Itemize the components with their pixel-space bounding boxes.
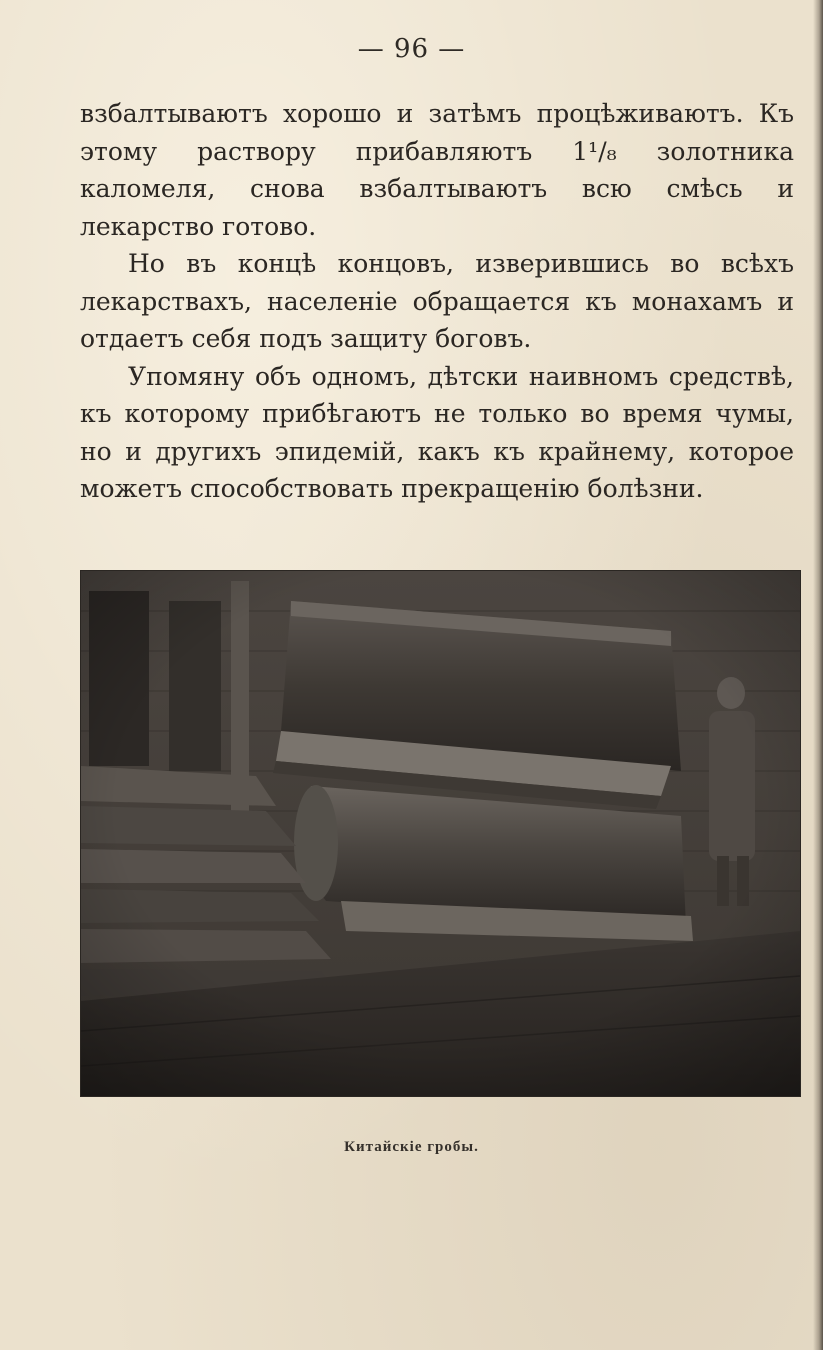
photograph-illustration — [81, 571, 800, 1096]
page-number: — 96 — — [357, 34, 466, 64]
paragraph-3: Упомяну объ одномъ, дѣтски наивномъ средствѣ, къ которому прибѣгаютъ не только во время чумы, но и другихъ эпидемій, какъ къ крайнему, которое можетъ способствовать прекращенію болѣзни. — [80, 361, 794, 503]
paragraph-1: взбалтываютъ хорошо и затѣмъ процѣживаютъ. Къ этому раствору прибавляютъ 1¹/₈ золотника каломеля, снова взбалтываютъ всю смѣсь и лекарство готово. — [80, 99, 794, 241]
body-text — [80, 95, 794, 508]
page-edge-shadow — [813, 0, 823, 1350]
chinese-coffins-photograph — [80, 570, 801, 1097]
paragraph-2: Но въ концѣ концовъ, изверившись во всѣхъ лекарствахъ, населеніе обращается къ монахамъ и отдаетъ себя подъ защиту боговъ. — [80, 249, 794, 353]
figure-caption: Китайскіе гробы. — [344, 1139, 479, 1155]
